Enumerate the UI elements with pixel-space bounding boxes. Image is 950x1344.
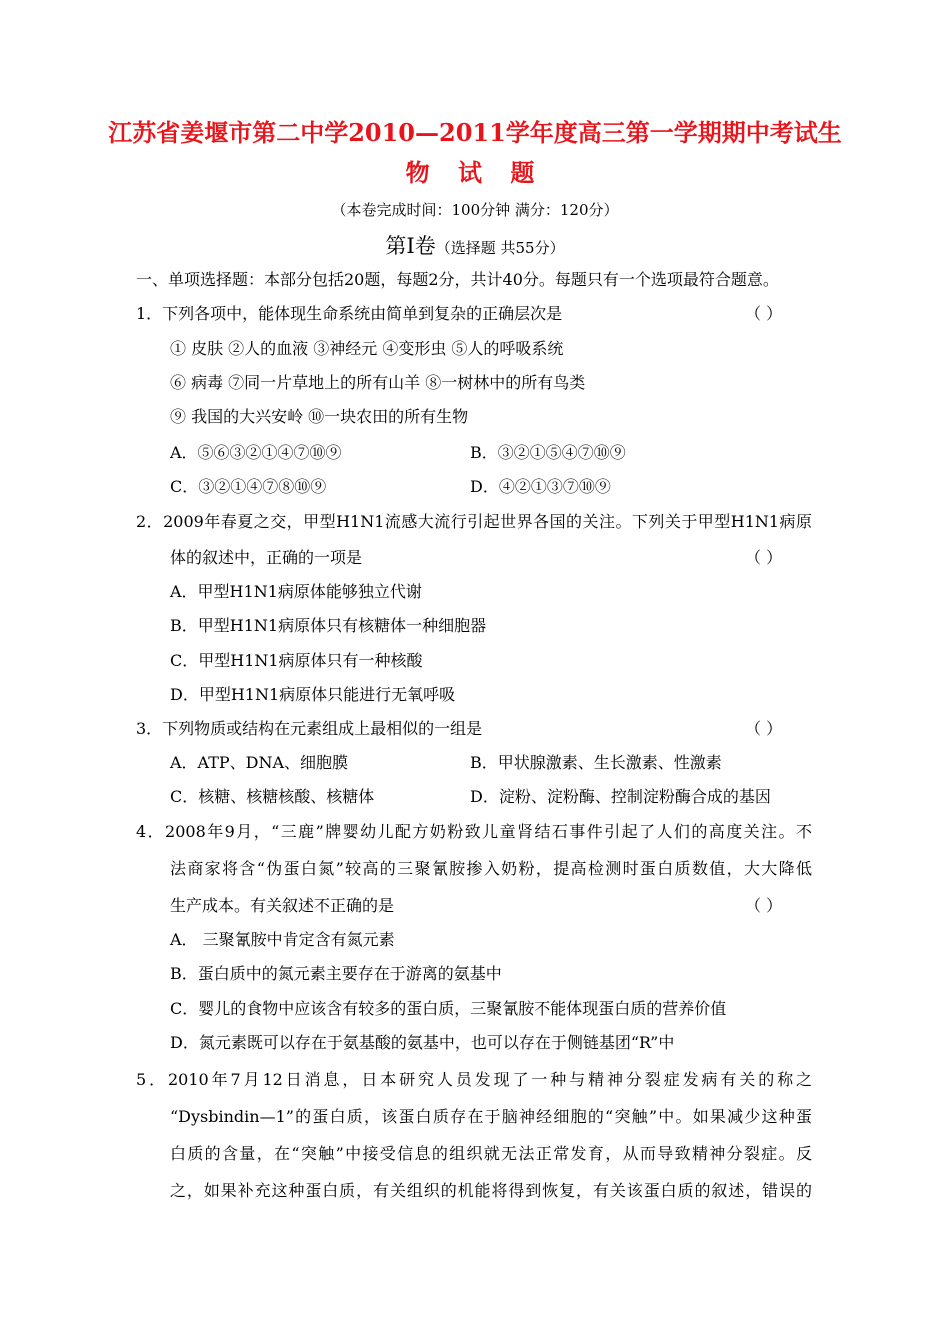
q4-stem-line3: 生产成本。有关叙述不正确的是 xyxy=(170,896,395,915)
q2-option-d: D．甲型H1N1病原体只能进行无氧呼吸 xyxy=(170,685,456,704)
q2-stem-line2: 体的叙述中，正确的一项是 xyxy=(170,548,363,567)
part-subtitle: （选择题 共55分） xyxy=(435,239,565,257)
q1-stem: 1．下列各项中，能体现生命系统由简单到复杂的正确层次是 xyxy=(136,304,563,323)
q5-stem-line4: 之，如果补充这种蛋白质，有关组织的机能将得到恢复，有关该蛋白质的叙述，错误的 xyxy=(170,1181,812,1200)
part-title: 第Ⅰ卷 xyxy=(385,234,436,258)
q4-option-b: B．蛋白质中的氮元素主要存在于游离的氨基中 xyxy=(170,964,502,983)
section-heading: 一、单项选择题：本部分包括20题，每题2分，共计40分。每题只有一个选项最符合题意。 xyxy=(136,270,779,289)
q1-items-row2: ⑥ 病毒 ⑦同一片草地上的所有山羊 ⑧一树林中的所有鸟类 xyxy=(170,373,586,392)
q5-stem-line1: 5．2010年7月12日消息，日本研究人员发现了一种与精神分裂症发病有关的称之 xyxy=(136,1070,812,1089)
q1-answer-paren: （ ） xyxy=(745,304,783,323)
q5-stem-line2: “Dysbindin—1”的蛋白质，该蛋白质存在于脑神经细胞的“突触”中。如果减少这种蛋 xyxy=(170,1107,812,1126)
q4-stem-line2: 法商家将含“伪蛋白氮”较高的三聚氰胺掺入奶粉，提高检测时蛋白质数值，大大降低 xyxy=(170,859,812,878)
q3-option-b: B．甲状腺激素、生长激素、性激素 xyxy=(470,753,722,772)
q2-option-a: A．甲型H1N1病原体能够独立代谢 xyxy=(170,582,422,601)
q2-stem-line1: 2．2009年春夏之交，甲型H1N1流感大流行引起世界各国的关注。下列关于甲型H1N1病原 xyxy=(136,512,812,531)
q1-items-row3: ⑨ 我国的大兴安岭 ⑩一块农田的所有生物 xyxy=(170,407,469,426)
q2-option-b: B．甲型H1N1病原体只有核糖体一种细胞器 xyxy=(170,616,487,635)
q4-stem-line1: 4．2008年9月，“三鹿”牌婴幼儿配方奶粉致儿童肾结石事件引起了人们的高度关注。不 xyxy=(136,822,812,841)
q3-answer-paren: （ ） xyxy=(745,719,783,738)
q1-option-c: C．③②①④⑦⑧⑩⑨ xyxy=(170,477,327,496)
q4-option-a: A． 三聚氰胺中肯定含有氮元素 xyxy=(170,930,395,949)
q1-items-row1: ① 皮肤 ②人的血液 ③神经元 ④变形虫 ⑤人的呼吸系统 xyxy=(170,339,564,358)
q4-option-c: C．婴儿的食物中应该含有较多的蛋白质，三聚氰胺不能体现蛋白质的营养价值 xyxy=(170,999,727,1018)
q2-answer-paren: （ ） xyxy=(745,548,783,567)
exam-title-line1: 江苏省姜堰市第二中学2010—2011学年度高三第一学期期中考试生 xyxy=(108,118,842,147)
q3-option-d: D．淀粉、淀粉酶、控制淀粉酶合成的基因 xyxy=(470,787,771,806)
q1-option-d: D．④②①③⑦⑩⑨ xyxy=(470,477,611,496)
q1-option-b: B．③②①⑤④⑦⑩⑨ xyxy=(470,443,626,462)
q3-option-c: C．核糖、核糖核酸、核糖体 xyxy=(170,787,375,806)
exam-info: （本卷完成时间：100分钟 满分：120分） xyxy=(331,201,619,219)
q4-answer-paren: （ ） xyxy=(745,896,783,915)
q4-option-d: D．氮元素既可以存在于氨基酸的氨基中，也可以存在于侧链基团“R”中 xyxy=(170,1033,675,1052)
q5-stem-line3: 白质的含量，在“突触”中接受信息的组织就无法正常发育，从而导致精神分裂症。反 xyxy=(170,1144,812,1163)
q3-stem: 3．下列物质或结构在元素组成上最相似的一组是 xyxy=(136,719,483,738)
q3-option-a: A．ATP、DNA、细胞膜 xyxy=(170,753,349,772)
q1-option-a: A．⑤⑥③②①④⑦⑩⑨ xyxy=(170,443,342,462)
q2-option-c: C．甲型H1N1病原体只有一种核酸 xyxy=(170,651,423,670)
part-heading xyxy=(0,230,950,260)
exam-title-line2: 物 试 题 xyxy=(405,158,545,187)
